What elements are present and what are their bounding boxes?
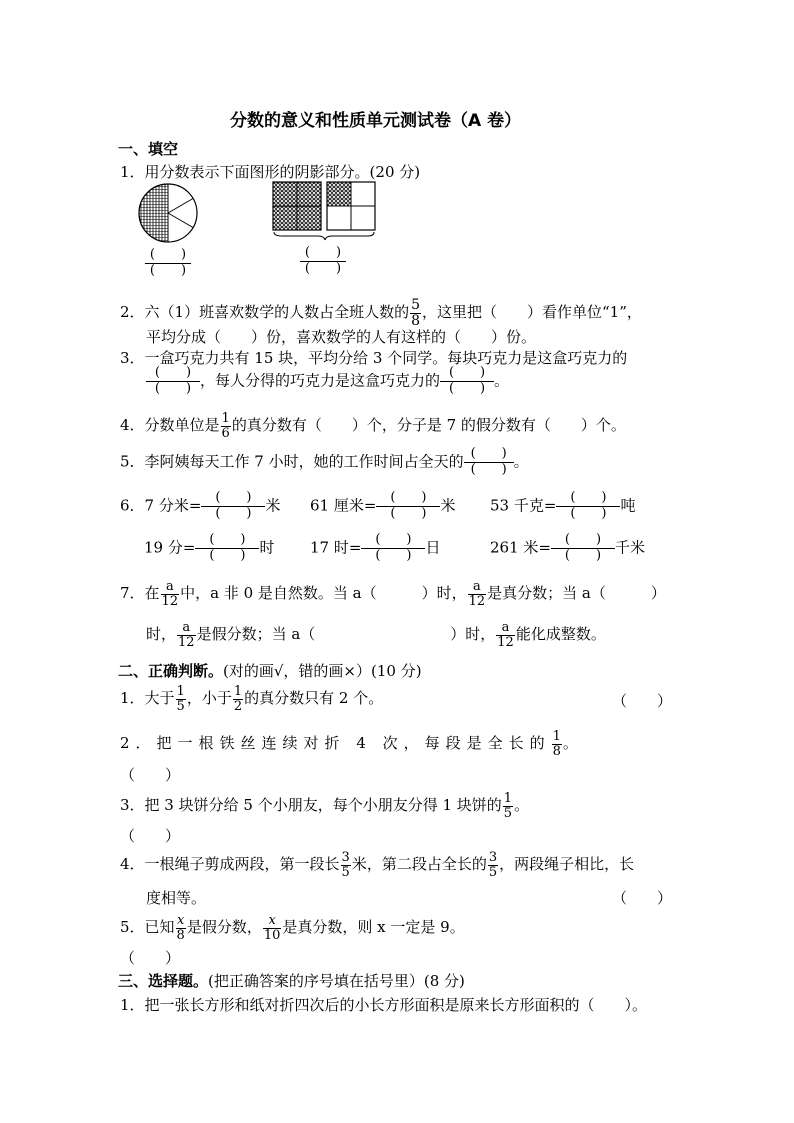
question-2-line2: 平均分成（ ）份，喜欢数学的人有这样的（ ）份。 (146, 328, 537, 346)
answer-fraction[interactable]: ( ) ( ) (361, 533, 425, 564)
judge-5-answer[interactable]: （ ） (120, 949, 181, 967)
question-6-item: 6．7 分米= ( ) ( ) 米 (120, 490, 281, 521)
section-heading-choice: 三、选择题。(把正确答案的序号填在括号里）(8 分) (118, 972, 465, 990)
answer-fraction-squares[interactable]: ( ) ( ) (300, 246, 346, 277)
answer-fraction-pie[interactable]: ( ) ( ) (145, 248, 191, 279)
question-6-item: 19 分= ( ) ( ) 时 (144, 532, 275, 563)
answer-fraction[interactable]: ( ) ( ) (556, 491, 620, 522)
judge-5: 5．已知 $\frac{x}{8}$ 是假分数， $\frac{x}{10}$ 是真分数，则 x 一定是 9。 (120, 913, 465, 943)
judge-1-answer[interactable]: （ ） (612, 692, 673, 710)
question-1: 1．用分数表示下面图形的阴影部分。(20 分) (120, 163, 421, 181)
question-6-item: 53 千克= ( ) ( ) 吨 (490, 490, 636, 521)
question-7-line2: 时， $\frac{a}{12}$ 是假分数；当 a（ ）时， $\frac{a}{12}$ 能化成整数。 (146, 620, 606, 650)
pie-figure (137, 182, 199, 244)
question-2-line1: 2．六（1）班喜欢数学的人数占全班人数的 $\frac{5}{8}$ ，这里把（ ）看作单位“1”， (120, 297, 642, 329)
answer-fraction[interactable]: ( ) ( ) (551, 533, 615, 564)
judge-4-line2: 度相等。 (146, 889, 207, 907)
question-6-item: 261 米= ( ) ( ) 千米 (490, 532, 645, 563)
question-3-line1: 3．一盒巧克力共有 15 块，平均分给 3 个同学。每块巧克力是这盒巧克力的 (120, 349, 628, 367)
answer-fraction[interactable]: ( ) ( ) (146, 366, 200, 397)
judge-3: 3．把 3 块饼分给 5 个小朋友，每个小朋友分得 1 块饼的 $\frac{1}{5}$ 。 (120, 791, 530, 821)
judge-4-answer[interactable]: （ ） (612, 889, 673, 907)
answer-fraction[interactable]: ( ) ( ) (201, 491, 265, 522)
judge-1: 1．大于 $\frac{1}{5}$ ，小于 $\frac{1}{2}$ 的真分数只有 2 个。 (120, 684, 384, 714)
question-6-item: 61 厘米= ( ) ( ) 米 (310, 490, 456, 521)
choice-1: 1．把一张长方形和纸对折四次后的小长方形面积是原来长方形面积的（ ）。 (120, 996, 648, 1014)
question-3-line2: ( ) ( ) ，每人分得的巧克力是这盒巧克力的 ( ) ( ) 。 (146, 366, 509, 397)
question-6-item: 17 时= ( ) ( ) 日 (310, 532, 441, 563)
page-title: 分数的意义和性质单元测试卷（A 卷） (230, 111, 522, 131)
question-7-line1: 7．在 $\frac{a}{12}$ 中，a 非 0 是自然数。当 a（ ）时， $\frac{a}{12}$ 是真分数；当 a（ ） (120, 579, 666, 609)
judge-2: 2．把一根铁丝连续对折 4 次，每段是全长的 $\frac{1}{8}$ 。 (120, 729, 584, 759)
question-5: 5．李阿姨每天工作 7 小时，她的工作时间占全天的 ( ) ( ) 。 (120, 446, 529, 477)
answer-fraction[interactable]: ( ) ( ) (195, 533, 259, 564)
judge-4-line1: 4．一根绳子剪成两段，第一段长 $\frac{3}{5}$ 米，第二段占全长的 $\frac{3}{5}$ ，两段绳子相比，长 (120, 850, 635, 880)
answer-fraction[interactable]: ( ) ( ) (440, 366, 494, 397)
judge-3-answer[interactable]: （ ） (120, 827, 181, 845)
section-heading-judge: 二、正确判断。(对的画√，错的画×）(10 分) (118, 662, 422, 680)
judge-2-answer[interactable]: （ ） (120, 766, 181, 784)
question-4: 4．分数单位是 $\frac{1}{6}$ 的真分数有（ ）个，分子是 7 的假分数有（ ）个。 (120, 411, 626, 441)
answer-fraction[interactable]: ( ) ( ) (464, 447, 514, 478)
section-heading-fill: 一、填空 (118, 140, 179, 158)
squares-figure (272, 181, 378, 241)
answer-fraction[interactable]: ( ) ( ) (376, 491, 440, 522)
